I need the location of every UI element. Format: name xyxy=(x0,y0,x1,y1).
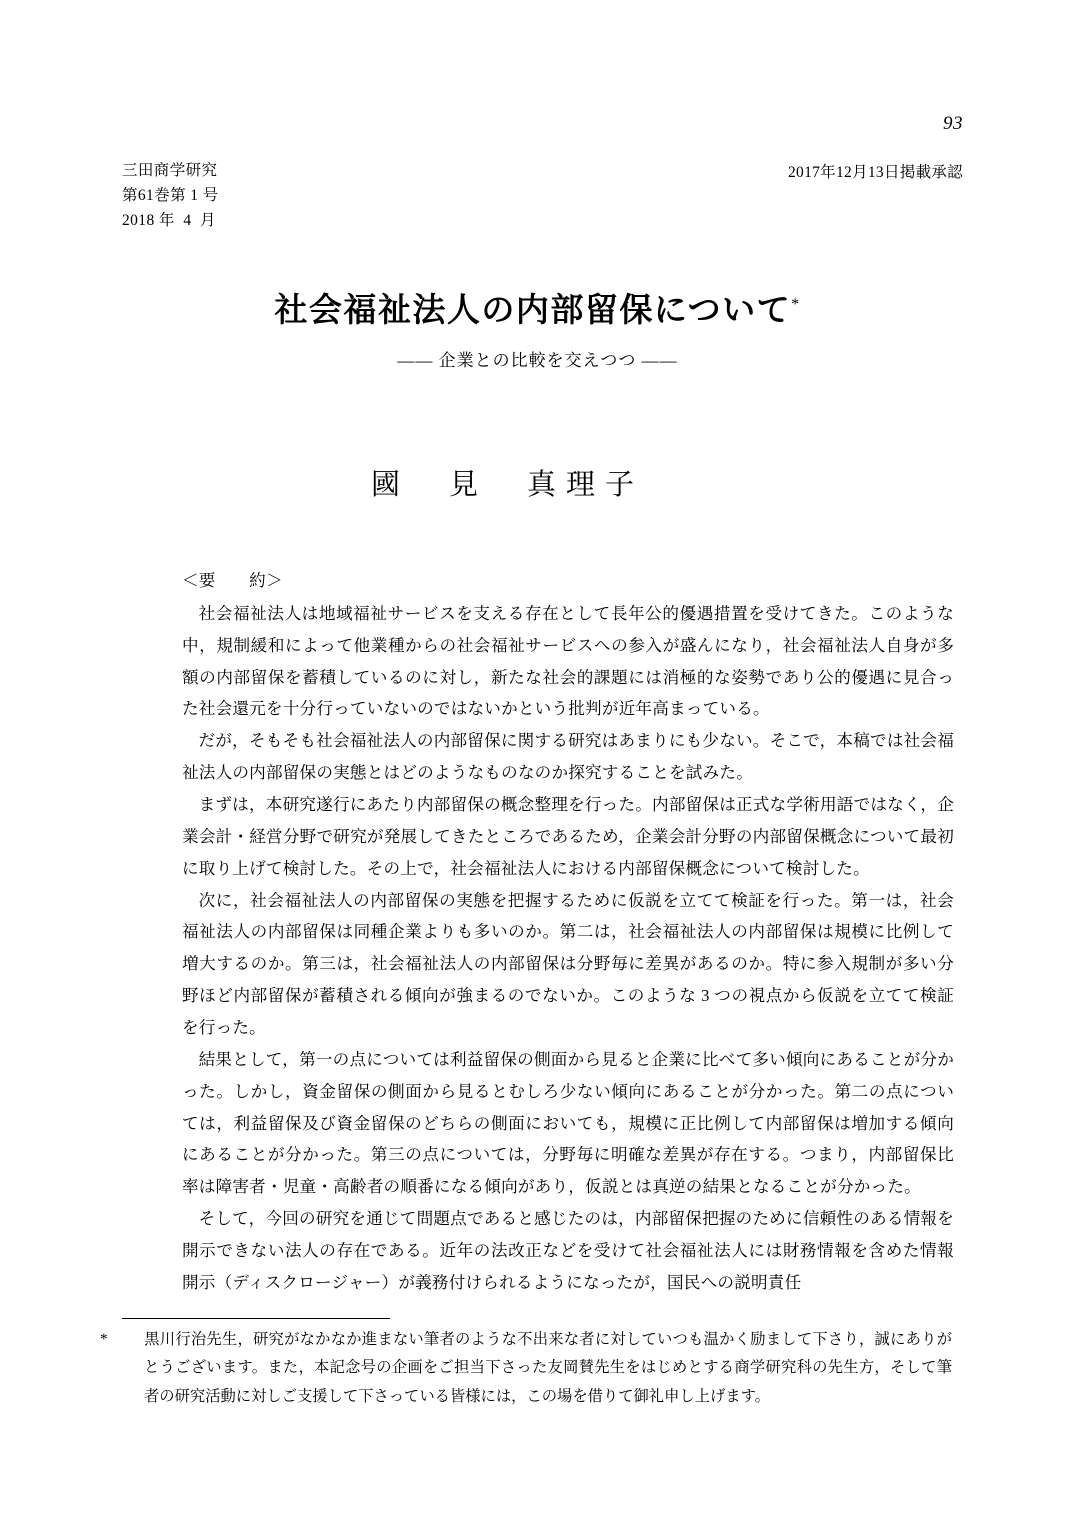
page-title-text: 社会福祉法人の内部留保について xyxy=(274,293,792,329)
abstract-paragraph: そして，今回の研究を通じて問題点であると感じたのは，内部留保把握のために信頼性のある情報を開示できない法人の存在である。近年の法改正などを受けて社会福祉法人には財務情報を含めた情報開示（ディスクロージャー）が義務付けられるようになったが，国民への説明責任 xyxy=(182,1209,954,1292)
abstract-paragraph: まずは，本研究遂行にあたり内部留保の概念整理を行った。内部留保は正式な学術用語ではなく，企業会計・経営分野で研究が発展してきたところであるため，企業会計分野の内部留保概念について最初に取り上げて検討した。その上で，社会福祉法人における内部留保概念について検討した。 xyxy=(182,795,954,878)
acceptance-note: 2017年12月13日掲載承認 xyxy=(787,164,963,181)
abstract-heading: ＜要 約＞ xyxy=(182,571,283,590)
title-footnote-marker: * xyxy=(791,296,801,313)
abstract-paragraph: 結果として，第一の点については利益留保の側面から見ると企業に比べて多い傾向にあることが分かった。しかし，資金留保の側面から見るとむしろ少ない傾向にあることが分かった。第二の点については，利益留保及び資金留保のどちらの側面においても，規模に正比例して内部留保は増加する傾向にあることが分かった。第三の点については，分野毎に明確な差異が存在する。つまり，内部留保比率は障害者・児童・高齢者の順番になる傾向があり，仮説とは真逆の結果となることが分かった。 xyxy=(182,1049,954,1197)
footnote-divider xyxy=(122,1318,390,1319)
abstract-paragraph: だが，そもそも社会福祉法人の内部留保に関する研究はあまりにも少ない。そこで，本稿では社会福祉法人の内部留保の実態とはどのようなものなのか探究することを試みた。 xyxy=(182,731,954,783)
footnote-marker: * xyxy=(100,1331,108,1348)
page-subtitle: —— 企業との比較を交えつつ —— xyxy=(397,350,678,370)
journal-info xyxy=(122,158,219,233)
journal-volume-issue: 第61巻第 1 号 xyxy=(122,187,219,205)
footnote-body xyxy=(100,1326,952,1411)
journal-name: 三田商学研究 xyxy=(122,162,218,179)
page-number: 93 xyxy=(943,113,963,134)
page-title xyxy=(0,292,1075,332)
abstract-paragraph: 次に，社会福祉法人の内部留保の実態を把握するために仮説を立てて検証を行った。第一は，社会福祉法人の内部留保は同種企業よりも多いのか。第二は，社会福祉法人の内部留保は規模に比例して増大するのか。第三は，社会福祉法人の内部留保は分野毎に差異があるのか。特に参入規制が多い分野ほど内部留保が蓄積される傾向が強まるのでないか。このような 3 つの視点から仮説を立てて検証を行った。 xyxy=(182,890,954,1038)
journal-date: 2018 年 4 月 xyxy=(122,212,216,230)
author-name: 國 見 真理子 xyxy=(370,469,644,501)
abstract-paragraph: 社会福祉法人は地域福祉サービスを支える存在として長年公的優遇措置を受けてきた。このような中，規制緩和によって他業種からの社会福祉サービスへの参入が盛んになり，社会福祉法人自身が多額の内部留保を蓄積しているのに対し，新たな社会的課題には消極的な姿勢であり公的優遇に見合った社会還元を十分行っていないのではないかという批判が近年高まっている。 xyxy=(182,603,954,719)
abstract-section xyxy=(182,565,954,1299)
footnote-text: 黒川行治先生，研究がなかなか進まない筆者のような不出来な者に対していつも温かく励まして下さり，誠にありがとうございます。また，本記念号の企画をご担当下さった友岡賛先生をはじめとする商学研究科の先生方，そして筆者の研究活動に対しご支援して下さっている皆様には，この場を借りて御礼申し上げます。 xyxy=(144,1331,952,1405)
footnote-section xyxy=(100,1326,952,1411)
title-block xyxy=(0,292,1075,371)
